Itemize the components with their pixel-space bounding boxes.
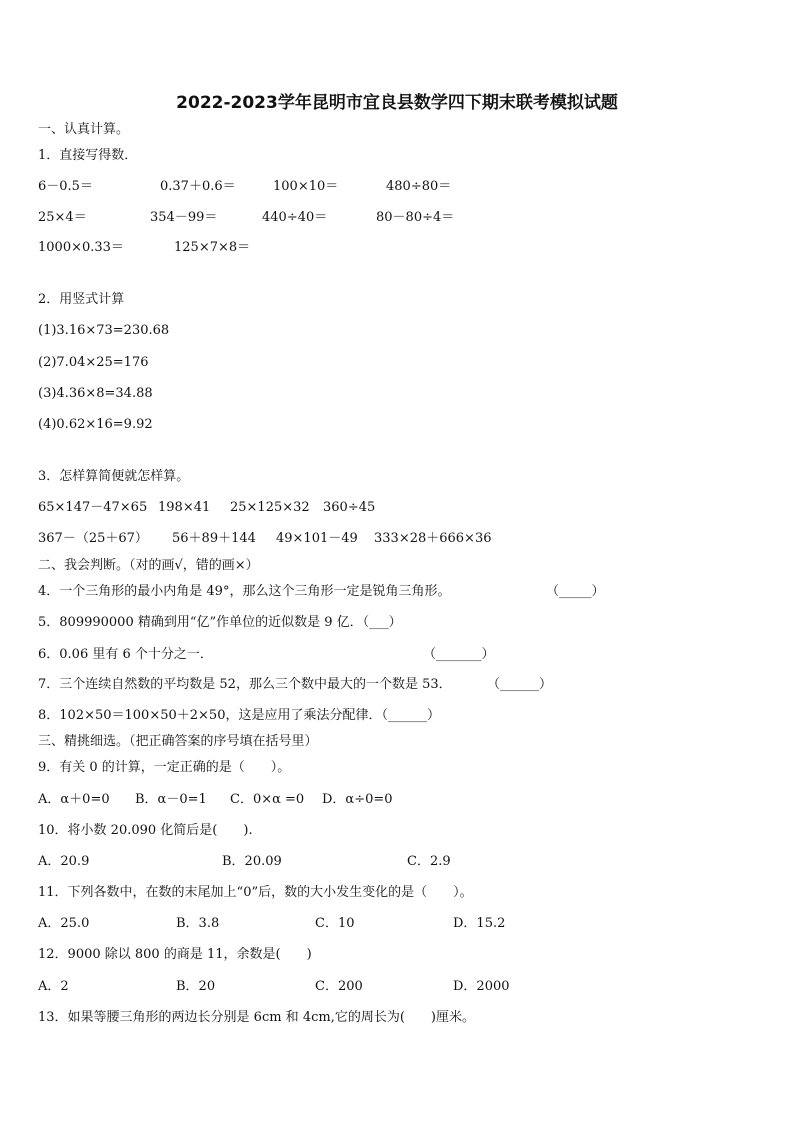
option-b: B．α－0=1	[135, 792, 207, 807]
option-d: D．α÷0=0	[322, 792, 393, 807]
simplify-item: 333×28＋666×36	[374, 531, 492, 546]
calc-item: 125×7×8＝	[174, 240, 251, 255]
option-b: B．3.8	[176, 916, 220, 931]
question-4: 4．一个三角形的最小内角是 49°，那么这个三角形一定是锐角三角形。	[38, 584, 451, 599]
option-c: C．0×α =0	[230, 792, 305, 807]
calc-item: 6－0.5＝	[38, 179, 93, 194]
calc-item: 80－80÷4＝	[376, 210, 455, 225]
simplify-item: 56＋89＋144	[172, 531, 256, 546]
question-10: 10．将小数 20.090 化简后是( ).	[38, 823, 253, 838]
section-heading-1: 一、认真计算。	[38, 122, 130, 137]
option-c: C．10	[315, 916, 355, 931]
option-a: A．20.9	[38, 854, 90, 869]
calc-item: 25×4＝	[38, 210, 87, 225]
calc-item: 100×10＝	[273, 179, 339, 194]
answer-blank[interactable]: （_____）	[546, 584, 605, 599]
simplify-item: 367－（25＋67）	[38, 531, 148, 546]
calc-item: 354－99＝	[150, 210, 218, 225]
option-a: A．α＋0=0	[38, 792, 110, 807]
question-12: 12．9000 除以 800 的商是 11，余数是( )	[38, 947, 312, 962]
option-a: A．2	[38, 979, 69, 994]
question-8: 8．102×50＝100×50＋2×50，这是应用了乘法分配律．（______）	[38, 708, 440, 723]
simplify-item: 65×147－47×65	[38, 500, 148, 515]
question-7: 7．三个连续自然数的平均数是 52，那么三个数中最大的一个数是 53．	[38, 677, 452, 692]
calc-item: 440÷40＝	[262, 210, 328, 225]
option-c: C．200	[315, 979, 363, 994]
option-d: D．15.2	[453, 916, 506, 931]
vertical-calc-item: (2)7.04×25=176	[38, 355, 149, 370]
vertical-calc-item: (3)4.36×8=34.88	[38, 386, 153, 401]
simplify-item: 49×101－49	[276, 531, 358, 546]
section-heading-2: 二、我会判断。（对的画√，错的画×）	[38, 558, 259, 573]
calc-item: 1000×0.33＝	[38, 240, 124, 255]
question-5: 5．809990000 精确到用“亿”作单位的近似数是 9 亿．（___）	[38, 615, 402, 630]
question-3-title: 3．怎样算简便就怎样算。	[38, 469, 190, 484]
answer-blank[interactable]: （_______）	[423, 647, 495, 662]
option-d: D．2000	[453, 979, 510, 994]
option-c: C．2.9	[407, 854, 451, 869]
simplify-item: 198×41	[158, 500, 211, 515]
vertical-calc-item: (4)0.62×16=9.92	[38, 417, 153, 432]
question-9: 9．有关 0 的计算，一定正确的是（ ）。	[38, 760, 291, 775]
vertical-calc-item: (1)3.16×73=230.68	[38, 323, 170, 338]
question-13: 13．如果等腰三角形的两边长分别是 6cm 和 4cm,它的周长为( )厘米。	[38, 1010, 475, 1025]
calc-item: 480÷80＝	[386, 179, 452, 194]
question-1-title: 1．直接写得数．	[38, 148, 138, 163]
page-title: 2022-2023学年昆明市宜良县数学四下期末联考模拟试题	[176, 93, 618, 113]
calc-item: 0.37＋0.6＝	[160, 179, 236, 194]
answer-blank[interactable]: （______）	[487, 677, 553, 692]
option-b: B．20.09	[222, 854, 282, 869]
option-b: B．20	[176, 979, 216, 994]
option-a: A．25.0	[38, 916, 90, 931]
question-6: 6．0.06 里有 6 个十分之一．	[38, 647, 213, 662]
question-2-title: 2．用竖式计算	[38, 292, 125, 307]
question-11: 11．下列各数中，在数的末尾加上“0”后，数的大小发生变化的是（ ）。	[38, 885, 473, 900]
simplify-item: 360÷45	[323, 500, 376, 515]
section-heading-3: 三、精挑细选。（把正确答案的序号填在括号里）	[38, 734, 318, 749]
simplify-item: 25×125×32	[230, 500, 310, 515]
